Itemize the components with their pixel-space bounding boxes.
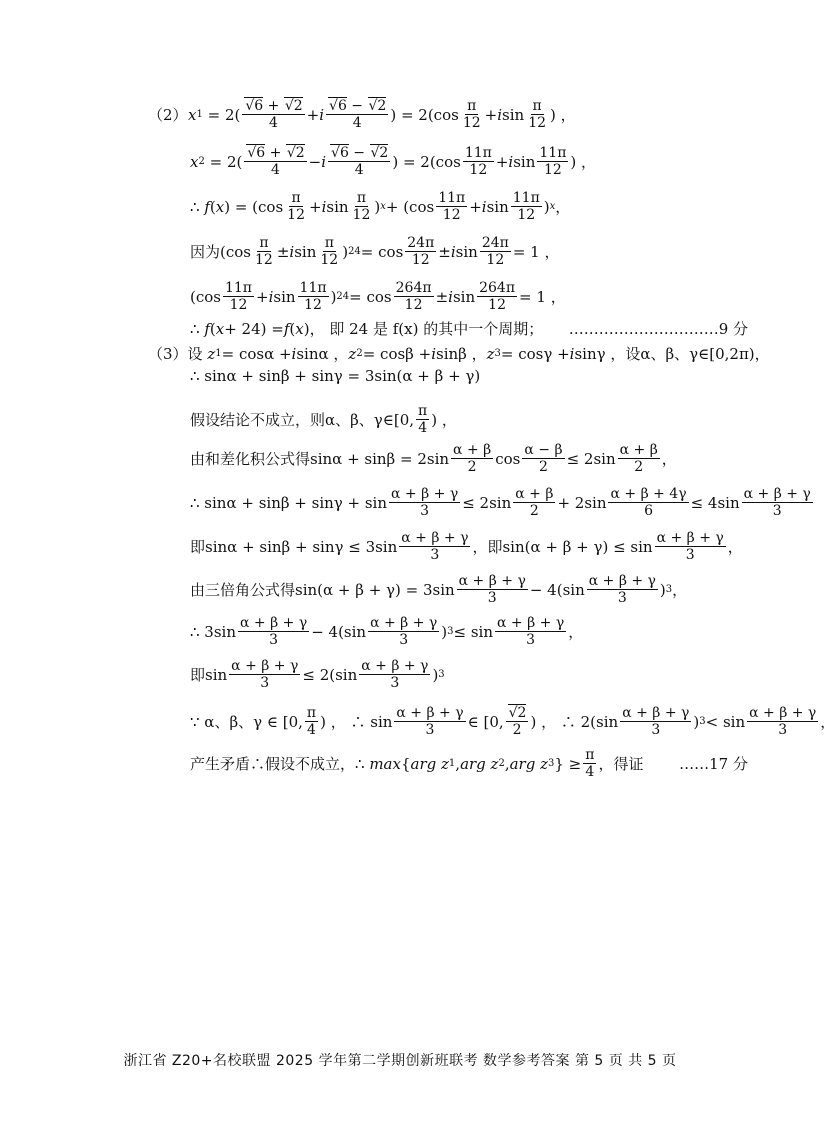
eq-x1: （2） x 1 = 2( $\frac{√6 + √2}{4}$ + i $\frac{√6 - √2}{4}$ ) = 2(cos $\frac{\pi}{12}$ + i sin $\frac{\pi}{12}$ ) ， [148, 98, 576, 132]
score-value-3: 17 分 [709, 755, 748, 774]
score-dots-3: …… [679, 755, 710, 774]
namely-2: 即 [487, 538, 503, 557]
eq-ineq2: 即 sinα + sinβ + sinγ ≤ 3sin $\frac{\alpha + \beta + \gamma}{3}$ ， 即 sin(α + β + γ) ≤ sin $\frac{\alpha + \beta + \gamma}{3}$ ， [190, 530, 743, 564]
angles-range: 设α、β、γ∈[0,2π)， [625, 345, 770, 363]
part3-label: （3） [148, 345, 188, 363]
eq-11pi: (cos $\frac{11\pi}{12}$ + i sin $\frac{11\pi}{12}$ ) 24 = cos $\frac{264\pi}{12}$ ± i sin $\frac{264\pi}{12}$ = 1 ， [190, 280, 566, 314]
eq-ineq3: ∴ 3sin $\frac{\alpha + \beta + \gamma}{3}$ − 4(sin $\frac{\alpha + \beta + \gamma}{3}$ ) 3 ≤ sin $\frac{\alpha + \beta + \gamma}{3}$ ， [190, 615, 584, 649]
triple-angle-text: 由三倍角公式得 [190, 581, 296, 600]
eq-f: ∴ f ( x ) = (cos $\frac{\pi}{12}$ + i sin $\frac{\pi}{12}$ ) x + (cos $\frac{11\pi}{12}$ + i sin $\frac{11\pi}{12}$ ) x ， [190, 190, 571, 224]
eq-period: ∴ f ( x + 24) = f ( x )， 即 24 是 f(x) 的其中一个周期； …………………………9 分 [190, 319, 748, 338]
sum-to-product-text: 由和差化积公式得 [190, 450, 311, 469]
eq-conclusion: 产生矛盾∴假设不成立， ∴ max { arg z 1 , arg z 2 , arg z 3 } ≥ $\frac{\pi}{4}$ ， 得证 ……17 分 [190, 747, 748, 781]
part2-score [569, 318, 748, 339]
eq-x2: x 2 = 2( $\frac{√6 + √2}{4}$ − i $\frac{√6 - √2}{4}$ ) = 2(cos $\frac{11\pi}{12}$ + i sin $\frac{11\pi}{12}$ ) ， [190, 145, 597, 179]
page-footer: 浙江省 Z20+名校联盟 2025 学年第二学期创新班联考 数学参考答案 第 5 页 共 5 页 [123, 1053, 677, 1069]
namely-1: 即 [190, 538, 206, 557]
eq-ineq1: ∴ sinα + sinβ + sinγ + sin $\frac{\alpha + \beta + \gamma}{3}$ ≤ 2sin $\frac{\alpha + \beta}{2}$ + 2sin $\frac{\alpha + \beta + 4\gamma}{6}$ ≤ 4sin $\frac{\alpha + \beta + \gamma}{3}$ [190, 486, 811, 520]
eq-because: 因为 (cos $\frac{\pi}{12}$ ± i sin $\frac{\pi}{12}$ ) 24 = cos $\frac{24\pi}{12}$ ± i sin $\frac{24\pi}{12}$ = 1 ， [190, 235, 560, 269]
proven-text: 得证 [613, 755, 644, 774]
eq-sum-to-product: 由和差化积公式得 sinα + sinβ = 2sin $\frac{\alpha + \beta}{2}$ cos $\frac{\alpha - \beta}{2}$ ≤ 2sin $\frac{\alpha + \beta}{2}$ ， [190, 442, 677, 476]
set-word: 设 [187, 345, 203, 363]
eq-ineq4: 即 sin $\frac{\alpha + \beta + \gamma}{3}$ ≤ 2(sin $\frac{\alpha + \beta + \gamma}{3}$ ) 3 [190, 658, 445, 692]
suppose-text: 假设结论不成立，则α、β、γ∈[0, [190, 411, 415, 430]
period-text: 即 24 是 f(x) 的其中一个周期； [329, 320, 544, 338]
contradiction-text: 产生矛盾∴假设不成立， [190, 755, 356, 774]
eq-z-def: （3） 设 z 1 = cosα + i sinα ， z 2 = cosβ + i sinβ ， z 3 = cosγ + i sinγ ， 设α、β、γ∈[0,2π)， [148, 344, 770, 363]
part3-score [679, 753, 748, 774]
eq-suppose: 假设结论不成立，则α、β、γ∈[0, $\frac{\pi}{4}$ ) ， [190, 403, 457, 437]
eq-triple: 由三倍角公式得 sin(α + β + γ) = 3sin $\frac{\alpha + \beta + \gamma}{3}$ − 4(sin $\frac{\alpha + \beta + \gamma}{3}$ ) 3 ， [190, 573, 688, 607]
score-dots: ………………………… [568, 320, 719, 338]
score-value: 9 分 [718, 320, 748, 338]
eq-range: ∵ α、β、γ ∈ [0, $\frac{\pi}{4}$ ) ， ∴ sin $\frac{\alpha + \beta + \gamma}{3}$ ∈ [0, $\frac{√2}{2}$ ) ， ∴ 2(sin $\frac{\alpha + \beta + \gamma}{3}$ ) 3 < sin $\frac{\alpha + \beta + \gamma}{3}$ ， [190, 705, 835, 739]
part2-label: （2） [148, 106, 188, 125]
eq-sum: ∴ sinα + sinβ + sinγ = 3sin(α + β + γ) [190, 367, 481, 385]
namely-3: 即 [190, 666, 206, 685]
because-label: 因为 [190, 243, 221, 262]
